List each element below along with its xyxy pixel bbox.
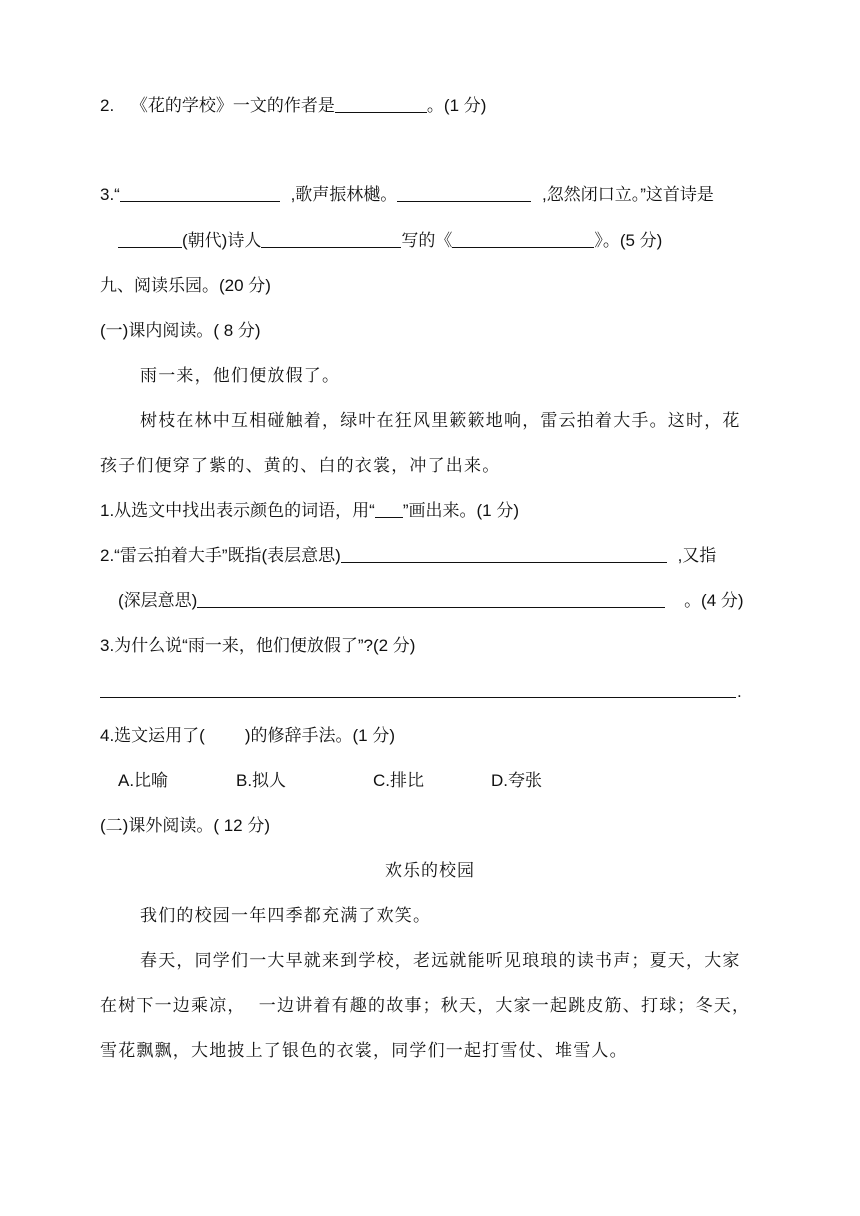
passage-1-paragraph-1: 雨一来，他们便放假了。 [140, 366, 341, 386]
article-title: 欢乐的校园 [385, 861, 475, 881]
poem-text-d: 写的《 [401, 231, 453, 250]
option-a[interactable]: A.比喻 [118, 771, 169, 790]
part-1-question-3: 3.为什么说“雨一来，他们便放假了”?(2 分) [100, 636, 416, 655]
deep-meaning-blank[interactable] [197, 589, 665, 608]
part-2-title: (二)课外阅读。( 12 分) [100, 816, 270, 835]
dynasty-blank[interactable] [118, 229, 182, 248]
option-b[interactable]: B.拟人 [236, 771, 287, 790]
section-9-title: 九、阅读乐园。(20 分) [100, 276, 271, 295]
question-2-text: 《花的学校》一文的作者是 [130, 96, 335, 115]
author-blank[interactable] [335, 94, 427, 113]
passage-1-paragraph-2-line-1: 树枝在林中互相碰触着，绿叶在狂风里簌簌地响，雷云拍着大手。这时，花 [140, 411, 741, 431]
poem-title-blank[interactable] [452, 229, 594, 248]
part-1-question-1-text: 1.从选文中找出表示颜色的词语，用“ [100, 501, 375, 520]
part-1-question-2-line-2 [118, 589, 744, 613]
passage-2-paragraph-1: 我们的校园一年四季都充满了欢笑。 [140, 906, 432, 926]
part-1-question-4-text: 4.选文运用了( [100, 726, 205, 745]
poem-text-c: (朝代)诗人 [182, 231, 262, 250]
underline-sample [375, 499, 403, 518]
part-1-question-1-score: ”画出来。(1 分) [402, 501, 520, 520]
question-3-open: 3.“ [100, 185, 120, 204]
passage-2-paragraph-2-line-1: 春天，同学们一大早就来到学校，老远就能听见琅琅的读书声；夏天，大家 [140, 951, 741, 971]
poem-text-e: 》。(5 分) [594, 231, 663, 250]
part-1-question-4-score: )的修辞手法。(1 分) [244, 726, 396, 745]
answer-line-end: . [737, 682, 742, 701]
option-c[interactable]: C.排比 [373, 771, 424, 790]
part-1-question-2-score: 。(4 分) [684, 591, 744, 610]
deep-meaning-label: (深层意思) [118, 591, 198, 610]
question-2 [100, 94, 486, 118]
passage-1-paragraph-2-line-2: 孩子们便穿了紫的、黄的、白的衣裳，冲了出来。 [100, 456, 501, 476]
poem-text-b: ,忽然闭口立。”这首诗是 [542, 185, 714, 204]
part-1-question-2-text: 2.“雷云拍着大手”既指(表层意思) [100, 546, 341, 565]
question-2-number: 2. [100, 96, 115, 115]
question-3-line-2 [118, 229, 662, 253]
question-3-line-1 [100, 183, 714, 207]
part-1-question-2-line-1 [100, 544, 716, 568]
poem-line-3-blank[interactable] [397, 183, 531, 202]
part-1-title: (一)课内阅读。( 8 分) [100, 321, 261, 340]
passage-2-paragraph-2-line-3: 雪花飘飘，大地披上了银色的衣裳，同学们一起打雪仗、堆雪人。 [100, 1041, 628, 1061]
poet-blank[interactable] [261, 229, 401, 248]
poem-line-1-blank[interactable] [120, 183, 280, 202]
passage-2-paragraph-2-line-2: 在树下一边乘凉， 一边讲着有趣的故事；秋天，大家一起跳皮筋、打球；冬天， [100, 996, 751, 1016]
part-1-question-4 [100, 724, 395, 748]
part-1-question-2-mid: ,又指 [677, 546, 717, 565]
poem-text-a: ,歌声振林樾。 [290, 185, 398, 204]
option-d[interactable]: D.夸张 [491, 771, 542, 790]
question-2-score: 。(1 分) [426, 96, 487, 115]
part-1-question-1 [100, 499, 519, 523]
answer-line[interactable] [100, 697, 736, 698]
surface-meaning-blank[interactable] [341, 544, 667, 563]
